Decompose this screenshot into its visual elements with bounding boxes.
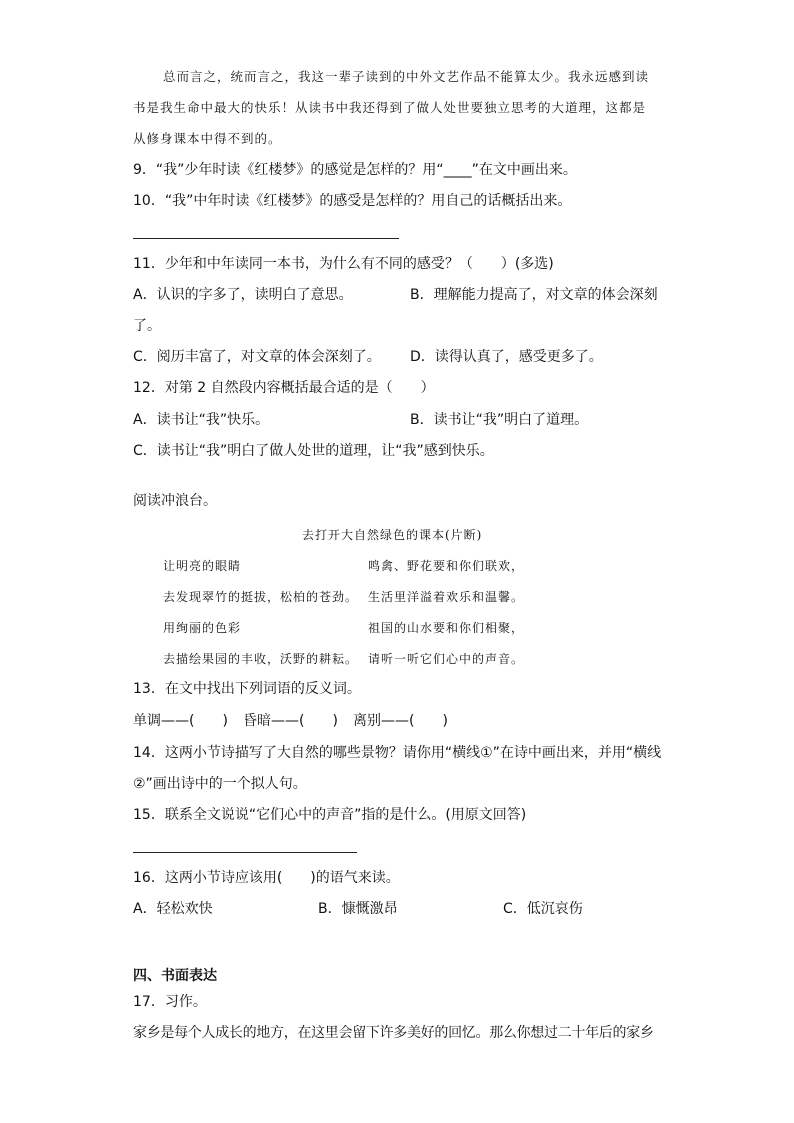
question-13-stem: 13．在文中找出下列词语的反义词。	[133, 681, 361, 697]
q12-option-c[interactable]: C．读书让“我”明白了做人处世的道理，让“我”感到快乐。	[133, 443, 494, 459]
q17-prompt: 家乡是每个人成长的地方，在这里会留下许多美好的回忆。那么你想过二十年后的家乡	[133, 1025, 654, 1041]
question-14-continued: ②”画出诗中的一个拟人句。	[133, 776, 307, 792]
poem-line: 鸣禽、野花要和你们联欢，	[368, 559, 525, 573]
question-14: 14．这两小节诗描写了大自然的哪些景物？请你用“横线①”在诗中画出来，并用“横线	[133, 745, 662, 761]
poem-line: 去发现翠竹的挺拔，松柏的苍劲。	[163, 590, 359, 604]
q16-option-a[interactable]: A．轻松欢快	[133, 901, 213, 917]
question-11-stem: 11．少年和中年读同一本书，为什么有不同的感受？（ ）(多选)	[133, 256, 554, 272]
q13-word-1[interactable]: 单调——( )	[133, 713, 228, 729]
q11-option-b-continued: 了。	[133, 318, 161, 334]
q12-option-a[interactable]: A．读书让“我”快乐。	[133, 412, 270, 428]
reading-section-title: 阅读冲浪台。	[133, 493, 217, 509]
poem-line: 祖国的山水要和你们相聚，	[368, 621, 525, 635]
passage-line: 总而言之，统而言之，我这一辈子读到的中外文艺作品不能算太少。我永远感到读	[163, 69, 650, 84]
poem-line: 去描绘果园的丰收，沃野的耕耘。	[163, 652, 359, 666]
poem-line: 让明亮的眼睛	[163, 559, 242, 573]
q11-option-c[interactable]: C．阅历丰富了，对文章的体会深刻了。	[133, 349, 381, 365]
section-heading: 四、书面表达	[133, 968, 217, 984]
answer-line-q10[interactable]	[133, 238, 399, 239]
q11-option-a[interactable]: A．认识的字多了，读明白了意思。	[133, 287, 353, 303]
question-16-stem: 16．这两小节诗应该用( )的语气来读。	[133, 870, 400, 886]
passage-line: 书是我生命中最大的快乐！从读书中我还得到了做人处世要独立思考的大道理，这都是	[133, 100, 647, 115]
q13-word-2[interactable]: 昏暗——( )	[243, 713, 338, 729]
question-9: 9．“我”少年时读《红楼梦》的感觉是怎样的？用“____”在文中画出来。	[133, 162, 577, 178]
answer-line-q15[interactable]	[133, 852, 357, 853]
q13-word-3[interactable]: 离别——( )	[353, 713, 448, 729]
q11-option-b[interactable]: B．理解能力提高了，对文章的体会深刻	[410, 287, 658, 303]
poem-title: 去打开大自然绿色的课本(片断)	[302, 528, 483, 542]
question-15: 15．联系全文说说“它们心中的声音”指的是什么。(用原文回答)	[133, 807, 527, 823]
question-12-stem: 12．对第 2 自然段内容概括最合适的是（ ）	[133, 380, 435, 396]
poem-line: 请听一听它们心中的声音。	[368, 652, 525, 666]
q11-option-d[interactable]: D．读得认真了，感受更多了。	[410, 349, 603, 365]
q16-option-b[interactable]: B．慷慨激昂	[318, 901, 398, 917]
question-10: 10．“我”中年时读《红楼梦》的感受是怎样的？用自己的话概括出来。	[133, 193, 572, 209]
question-17: 17．习作。	[133, 994, 207, 1010]
poem-line: 用绚丽的色彩	[163, 621, 242, 635]
q16-option-c[interactable]: C．低沉哀伤	[503, 901, 583, 917]
poem-line: 生活里洋溢着欢乐和温馨。	[368, 590, 525, 604]
q12-option-b[interactable]: B．读书让“我”明白了道理。	[410, 412, 589, 428]
passage-line: 从修身课本中得不到的。	[133, 131, 282, 146]
